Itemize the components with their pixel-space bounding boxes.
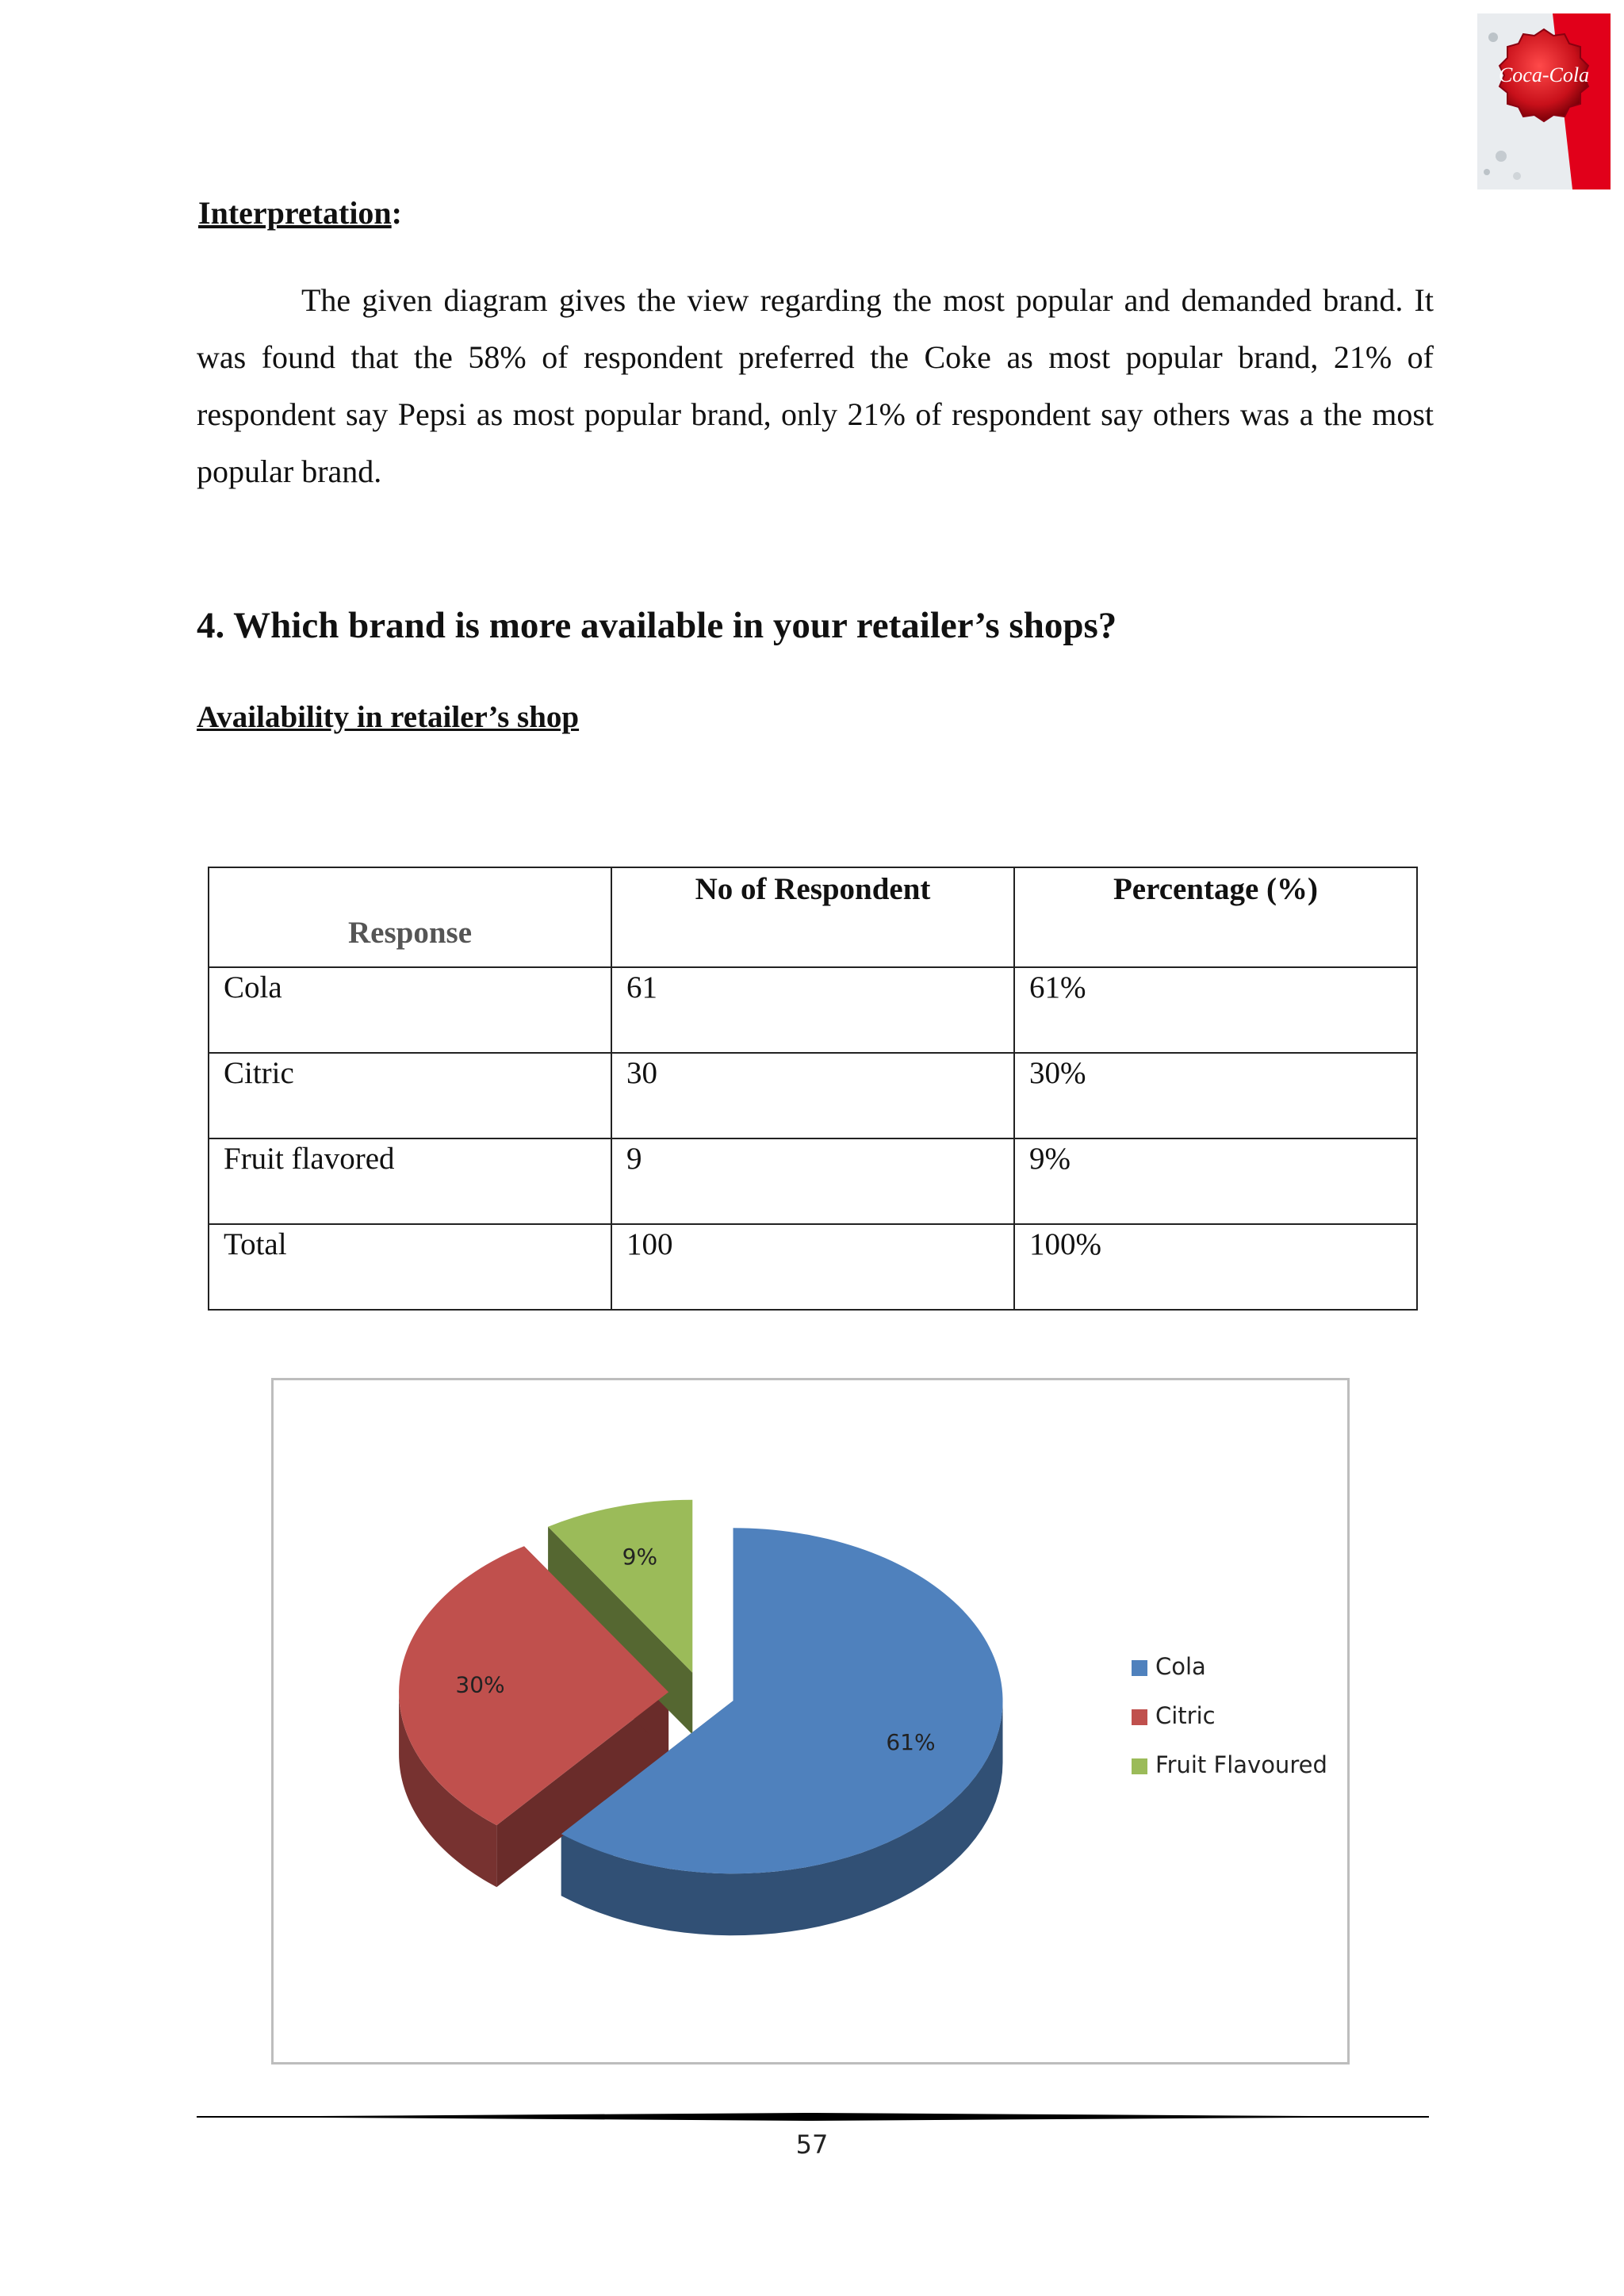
availability-table (208, 867, 1418, 1311)
coca-cola-logo (1477, 13, 1611, 189)
table-row (209, 967, 1417, 1053)
cell-response: Cola (209, 967, 611, 1053)
cell-count: 61 (611, 967, 1014, 1053)
data-label-cola: 61% (886, 1728, 936, 1755)
legend-label-cola: Cola (1155, 1653, 1206, 1680)
table-row (209, 1224, 1417, 1310)
legend-swatch-cola (1132, 1660, 1147, 1676)
header-response: Response (209, 867, 611, 967)
cell-percent: 61% (1014, 967, 1417, 1053)
page-number: 57 (795, 2130, 829, 2160)
header-respondents: No of Respondent (611, 867, 1014, 967)
cell-count: 9 (611, 1138, 1014, 1224)
table-row (209, 1053, 1417, 1138)
data-label-fruit-flavoured: 9% (622, 1544, 658, 1571)
cell-count: 30 (611, 1053, 1014, 1138)
interpretation-heading-text: Interpretation (198, 195, 392, 231)
cell-percent: 30% (1014, 1053, 1417, 1138)
pie-chart-frame (271, 1378, 1350, 2064)
cell-response: Fruit flavored (209, 1138, 611, 1224)
table-caption: Availability in retailer’s shop (197, 700, 580, 734)
header-percentage: Percentage (%) (1014, 867, 1417, 967)
legend-label-citric: Citric (1155, 1702, 1216, 1729)
cell-response: Total (209, 1224, 611, 1310)
cell-response: Citric (209, 1053, 611, 1138)
interpretation-paragraph-text: The given diagram gives the view regarding the most popular and demanded brand. It was found that the 58% of respondent preferred the Coke as most popular brand, 21% of respondent say Pepsi as most popular brand, only 21% of respondent say others was a the most popular brand. (197, 282, 1434, 489)
interpretation-paragraph (197, 272, 1434, 500)
interpretation-heading (198, 194, 402, 232)
question-heading: 4. Which brand is more available in your retailer’s shops? (197, 605, 1117, 646)
pie-chart (274, 1380, 1347, 2062)
cell-count: 100 (611, 1224, 1014, 1310)
legend-label-fruit-flavoured: Fruit Flavoured (1155, 1751, 1327, 1778)
cell-percent: 9% (1014, 1138, 1417, 1224)
cell-percent: 100% (1014, 1224, 1417, 1310)
interpretation-heading-colon: : (391, 195, 402, 231)
footer-rule (197, 2109, 1429, 2125)
legend-swatch-fruit-flavoured (1132, 1758, 1147, 1774)
table-header-row (209, 867, 1417, 967)
table-row (209, 1138, 1417, 1224)
legend-swatch-citric (1132, 1709, 1147, 1725)
logo-text: Coca-Cola (1498, 63, 1590, 86)
data-label-citric: 30% (455, 1671, 505, 1698)
